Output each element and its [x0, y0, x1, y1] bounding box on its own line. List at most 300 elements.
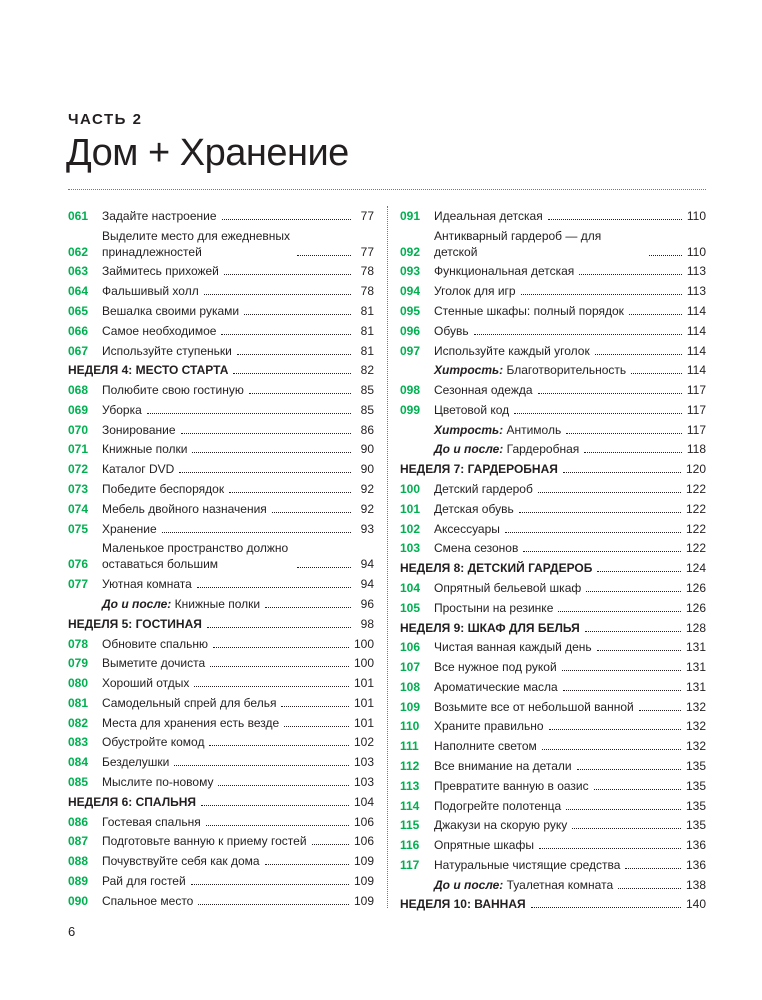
entry-number: 089 — [68, 873, 89, 888]
dot-leader — [218, 785, 349, 786]
dot-leader — [538, 492, 681, 493]
entry-title: Уголок для игр — [434, 284, 516, 299]
entry-title-wrap — [434, 402, 687, 418]
entry-title-wrap — [102, 833, 354, 849]
dot-leader — [297, 255, 351, 256]
toc-entry[interactable] — [400, 855, 706, 875]
entry-prefix: Хитрость: — [434, 363, 504, 378]
dot-leader — [542, 749, 681, 750]
entry-title-wrap — [102, 893, 354, 909]
dot-leader — [521, 294, 682, 295]
entry-title: Используйте ступеньки — [102, 343, 232, 358]
entry-title-wrap — [400, 896, 686, 912]
dot-leader — [197, 587, 351, 588]
toc-entry[interactable] — [400, 697, 706, 717]
entry-title: Хранение — [102, 521, 157, 536]
entry-title-wrap — [102, 283, 356, 299]
entry-title-wrap — [400, 362, 687, 378]
toc-entry[interactable] — [400, 756, 706, 776]
entry-page: 100 — [353, 656, 374, 671]
dot-leader — [577, 769, 681, 770]
dot-leader — [595, 354, 682, 355]
toc-entry[interactable] — [68, 713, 374, 733]
entry-page: 117 — [686, 402, 706, 417]
dot-leader — [191, 884, 349, 885]
entry-title: Наполните светом — [434, 739, 537, 754]
dot-leader — [229, 492, 351, 493]
dot-leader — [204, 294, 351, 295]
entry-page: 122 — [685, 541, 706, 556]
entry-title-wrap — [434, 283, 687, 299]
entry-page: 113 — [686, 284, 706, 299]
entry-title-wrap — [434, 323, 687, 339]
entry-page: 131 — [685, 679, 706, 694]
entry-title-wrap — [102, 754, 354, 770]
entry-title-wrap — [102, 853, 354, 869]
dot-leader — [539, 848, 681, 849]
entry-title-wrap — [434, 600, 686, 616]
toc-tip-entry[interactable] — [68, 594, 374, 614]
entry-title: Все внимание на детали — [434, 758, 572, 773]
page-title: Дом + Хранение — [66, 132, 349, 174]
entry-title: Уютная комната — [102, 577, 192, 592]
entry-title: Гостевая спальня — [102, 814, 201, 829]
dot-leader — [312, 844, 349, 845]
entry-prefix: До и после: — [434, 442, 504, 457]
entry-title: Смена сезонов — [434, 541, 519, 556]
entry-title-wrap — [434, 738, 686, 754]
entry-number: 102 — [400, 521, 421, 536]
dot-leader — [284, 726, 349, 727]
dot-leader — [181, 433, 351, 434]
entry-title: Опрятный бельевой шкаф — [434, 580, 582, 595]
entry-number: 108 — [400, 679, 421, 694]
entry-number: 067 — [68, 343, 89, 358]
toc-tip-entry[interactable] — [400, 875, 706, 895]
entry-title: НЕДЕЛЯ 6: СПАЛЬНЯ — [68, 794, 197, 809]
entry-title: Места для хранения есть везде — [102, 715, 280, 730]
toc-week-heading[interactable] — [400, 459, 706, 479]
dot-leader — [531, 907, 681, 908]
entry-number: 079 — [68, 656, 89, 671]
entry-title: Рай для гостей — [102, 873, 186, 888]
dot-leader — [584, 452, 682, 453]
toc-entry[interactable] — [68, 420, 374, 440]
entry-number: 087 — [68, 834, 89, 849]
entry-page: 118 — [686, 442, 706, 457]
toc-entry[interactable] — [400, 736, 706, 756]
entry-number: 065 — [68, 304, 89, 319]
entry-number: 088 — [68, 854, 89, 869]
toc-entry[interactable] — [68, 574, 374, 594]
entry-title: Вешалка своими руками — [102, 304, 240, 319]
toc-entry[interactable] — [68, 673, 374, 693]
entry-number: 070 — [68, 422, 89, 437]
entry-title-wrap — [102, 382, 356, 398]
entry-number: 064 — [68, 284, 89, 299]
toc-week-heading[interactable] — [68, 614, 374, 634]
entry-title-wrap — [102, 263, 356, 279]
toc-entry[interactable] — [68, 499, 374, 519]
toc-entry[interactable] — [400, 539, 706, 559]
entry-number: 076 — [68, 557, 89, 572]
entry-number: 075 — [68, 521, 89, 536]
entry-page: 126 — [685, 600, 706, 615]
toc-entry[interactable] — [400, 206, 706, 226]
toc-tip-entry[interactable] — [400, 360, 706, 380]
entry-title: Выметите дочиста — [102, 656, 206, 671]
entry-title-wrap — [102, 715, 354, 731]
entry-title — [434, 362, 626, 378]
entry-page: 122 — [685, 521, 706, 536]
entry-title-wrap — [102, 873, 354, 889]
entry-number: 073 — [68, 482, 89, 497]
entry-number: 063 — [68, 264, 89, 279]
toc-week-heading[interactable] — [68, 360, 374, 380]
entry-title-text: Антимоль — [503, 422, 562, 437]
entry-page: 101 — [353, 715, 374, 730]
toc-entry[interactable] — [68, 693, 374, 713]
entry-number: 110 — [400, 719, 420, 734]
entry-title: Самое необходимое — [102, 323, 217, 338]
entry-page: 135 — [685, 758, 706, 773]
entry-title-text: Гардеробная — [503, 442, 580, 457]
entry-page: 132 — [685, 699, 706, 714]
toc-entry[interactable] — [400, 321, 706, 341]
entry-number: 090 — [68, 893, 89, 908]
dot-leader — [585, 631, 681, 632]
entry-title-wrap — [102, 303, 356, 319]
toc-entry[interactable] — [400, 281, 706, 301]
entry-page: 113 — [686, 264, 706, 279]
dot-leader — [563, 472, 681, 473]
toc-entry[interactable] — [68, 262, 374, 282]
entry-title: Обувь — [434, 323, 469, 338]
toc-entry[interactable] — [68, 281, 374, 301]
toc-entry[interactable] — [400, 499, 706, 519]
entry-number: 071 — [68, 442, 89, 457]
entry-number: 112 — [400, 758, 420, 773]
dot-leader — [558, 611, 681, 612]
title-divider — [68, 189, 706, 190]
page-number: 6 — [68, 924, 76, 939]
toc-entry[interactable] — [400, 341, 706, 361]
entry-title: Цветовой код — [434, 402, 510, 417]
entry-title-wrap — [102, 521, 356, 537]
entry-title-wrap — [434, 778, 686, 794]
dot-leader — [265, 864, 349, 865]
toc-entry[interactable] — [400, 776, 706, 796]
entry-title-wrap — [434, 659, 686, 675]
entry-page: 109 — [353, 893, 374, 908]
entry-page: 92 — [360, 482, 374, 497]
entry-title-wrap — [102, 228, 356, 260]
entry-page: 120 — [685, 462, 706, 477]
dot-leader — [563, 690, 681, 691]
dot-leader — [179, 472, 351, 473]
dot-leader — [174, 765, 349, 766]
entry-number: 097 — [400, 343, 421, 358]
entry-page: 114 — [686, 343, 706, 358]
entry-title: Детская обувь — [434, 501, 514, 516]
entry-page: 77 — [360, 244, 374, 259]
entry-title: Полюбите свою гостиную — [102, 383, 244, 398]
entry-number: 111 — [400, 739, 419, 754]
entry-page: 104 — [353, 794, 374, 809]
entry-number: 115 — [400, 818, 420, 833]
entry-page: 135 — [685, 798, 706, 813]
toc-week-heading[interactable] — [68, 792, 374, 812]
entry-title: НЕДЕЛЯ 8: ДЕТСКИЙ ГАРДЕРОБ — [400, 561, 593, 576]
entry-title-wrap — [434, 758, 686, 774]
entry-page: 78 — [360, 264, 374, 279]
entry-page: 117 — [686, 383, 706, 398]
toc-entry[interactable] — [400, 657, 706, 677]
entry-page: 114 — [686, 323, 706, 338]
toc-entry[interactable] — [68, 380, 374, 400]
entry-title-wrap — [68, 616, 356, 632]
toc-entry[interactable] — [68, 519, 374, 539]
toc-entry[interactable] — [68, 891, 374, 911]
entry-title: Обновите спальню — [102, 636, 209, 651]
entry-title — [434, 422, 561, 438]
entry-title-wrap — [434, 228, 687, 260]
dot-leader — [625, 868, 681, 869]
entry-title: Все нужное под рукой — [434, 660, 557, 675]
toc-entry[interactable] — [400, 796, 706, 816]
toc-entry[interactable] — [400, 835, 706, 855]
entry-title-wrap — [400, 441, 687, 457]
entry-number: 099 — [400, 402, 421, 417]
toc-entry[interactable] — [68, 459, 374, 479]
entry-page: 81 — [360, 323, 374, 338]
toc-entry[interactable] — [68, 206, 374, 226]
entry-title-wrap — [434, 639, 686, 655]
entry-title: Детский гардероб — [434, 482, 533, 497]
entry-number: 117 — [400, 857, 420, 872]
entry-title: Победите беспорядок — [102, 482, 225, 497]
toc-week-heading[interactable] — [400, 618, 706, 638]
dot-leader — [505, 532, 681, 533]
dot-leader — [237, 354, 351, 355]
entry-title-wrap — [102, 481, 356, 497]
entry-title: НЕДЕЛЯ 7: ГАРДЕРОБНАЯ — [400, 462, 558, 477]
column-divider — [387, 206, 388, 908]
entry-number: 074 — [68, 501, 89, 516]
entry-title: Зонирование — [102, 422, 176, 437]
toc-tip-entry[interactable] — [400, 420, 706, 440]
toc-entry[interactable] — [400, 479, 706, 499]
entry-page: 92 — [360, 501, 374, 516]
toc-week-heading[interactable] — [400, 895, 706, 915]
entry-number: 083 — [68, 735, 89, 750]
toc-entry[interactable] — [400, 598, 706, 618]
toc-entry[interactable] — [68, 772, 374, 792]
entry-page: 114 — [686, 304, 706, 319]
entry-title: Задайте настроение — [102, 208, 217, 223]
toc-entry[interactable] — [400, 380, 706, 400]
entry-page: 81 — [360, 304, 374, 319]
entry-prefix: До и после: — [434, 877, 504, 892]
entry-number: 106 — [400, 640, 421, 655]
entry-number: 104 — [400, 580, 421, 595]
entry-page: 109 — [353, 873, 374, 888]
entry-title-wrap — [400, 560, 686, 576]
entry-page: 106 — [353, 814, 374, 829]
entry-title-wrap — [434, 501, 686, 517]
dot-leader — [162, 532, 351, 533]
dot-leader — [566, 809, 681, 810]
entry-page: 132 — [685, 719, 706, 734]
dot-leader — [514, 413, 682, 414]
entry-number: 095 — [400, 304, 421, 319]
entry-page: 86 — [360, 422, 374, 437]
toc-entry[interactable] — [400, 262, 706, 282]
entry-number: 084 — [68, 755, 89, 770]
toc-entry[interactable] — [68, 871, 374, 891]
entry-title-wrap — [102, 655, 354, 671]
entry-page: 81 — [360, 343, 374, 358]
toc-entry[interactable] — [400, 578, 706, 598]
entry-title: Хороший отдых — [102, 676, 190, 691]
part-label: ЧАСТЬ 2 — [68, 111, 143, 128]
dot-leader — [198, 904, 349, 905]
entry-number: 092 — [400, 244, 421, 259]
entry-page: 96 — [360, 596, 374, 611]
toc-entry[interactable] — [68, 653, 374, 673]
entry-number: 061 — [68, 208, 89, 223]
entry-number: 093 — [400, 264, 421, 279]
entry-title-text: Книжные полки — [171, 596, 261, 611]
entry-title-wrap — [102, 441, 356, 457]
toc-entry[interactable] — [68, 752, 374, 772]
entry-title: Простыни на резинке — [434, 600, 554, 615]
entry-number: 081 — [68, 695, 89, 710]
toc-week-heading[interactable] — [400, 558, 706, 578]
entry-title: Сезонная одежда — [434, 383, 533, 398]
toc-entry[interactable] — [68, 226, 374, 262]
entry-title-wrap — [434, 382, 687, 398]
entry-title: Спальное место — [102, 893, 194, 908]
entry-title-wrap — [434, 580, 686, 596]
entry-title-wrap — [434, 208, 687, 224]
entry-title-text: Благотворительность — [503, 363, 627, 378]
dot-leader — [639, 710, 681, 711]
toc-left-column — [68, 206, 374, 911]
dot-leader — [594, 789, 681, 790]
entry-title: НЕДЕЛЯ 5: ГОСТИНАЯ — [68, 616, 202, 631]
dot-leader — [207, 627, 351, 628]
entry-title-wrap — [102, 422, 356, 438]
entry-title-wrap — [102, 734, 354, 750]
entry-page: 101 — [353, 695, 374, 710]
toc-entry[interactable] — [68, 341, 374, 361]
toc-entry[interactable] — [400, 519, 706, 539]
toc-entry[interactable] — [68, 634, 374, 654]
dot-leader — [265, 607, 351, 608]
toc-tip-entry[interactable] — [400, 440, 706, 460]
entry-prefix: Хитрость: — [434, 422, 504, 437]
entry-number: 078 — [68, 636, 89, 651]
entry-title: Подготовьте ванную к приему гостей — [102, 834, 307, 849]
entry-title-wrap — [102, 323, 356, 339]
entry-title: Идеальная детская — [434, 208, 543, 223]
entry-page: 126 — [685, 580, 706, 595]
toc-entry[interactable] — [68, 321, 374, 341]
entry-page: 136 — [685, 838, 706, 853]
entry-title-wrap — [102, 774, 354, 790]
toc-entry[interactable] — [400, 637, 706, 657]
toc-entry[interactable] — [400, 400, 706, 420]
entry-title: Джакузи на скорую руку — [434, 818, 568, 833]
entry-number: 103 — [400, 541, 421, 556]
toc-entry[interactable] — [68, 851, 374, 871]
dot-leader — [206, 825, 349, 826]
toc-entry[interactable] — [68, 301, 374, 321]
dot-leader — [629, 314, 682, 315]
toc-entry[interactable] — [400, 226, 706, 262]
dot-leader — [222, 219, 352, 220]
entry-title-wrap — [102, 208, 356, 224]
entry-number: 082 — [68, 715, 89, 730]
entry-title-wrap — [434, 481, 686, 497]
entry-prefix: До и после: — [102, 596, 172, 611]
toc-entry[interactable] — [68, 812, 374, 832]
dot-leader — [209, 745, 349, 746]
toc-entry[interactable] — [400, 677, 706, 697]
entry-page: 138 — [685, 877, 706, 892]
entry-title: Маленькое пространство должно оставаться большим — [102, 541, 289, 572]
toc-entry[interactable] — [400, 815, 706, 835]
entry-title-wrap — [400, 620, 686, 636]
dot-leader — [649, 255, 682, 256]
entry-page: 140 — [685, 897, 706, 912]
entry-page: 98 — [360, 616, 374, 631]
dot-leader — [281, 706, 349, 707]
entry-page: 94 — [360, 557, 374, 572]
toc-entry[interactable] — [400, 717, 706, 737]
toc-entry[interactable] — [68, 831, 374, 851]
dot-leader — [297, 567, 351, 568]
entry-page: 101 — [353, 676, 374, 691]
entry-title-wrap — [434, 540, 686, 556]
entry-number: 068 — [68, 383, 89, 398]
entry-page: 109 — [353, 854, 374, 869]
entry-title: Натуральные чистящие средства — [434, 857, 621, 872]
toc-entry[interactable] — [68, 733, 374, 753]
entry-title — [434, 877, 613, 893]
dot-leader — [562, 670, 681, 671]
toc-entry[interactable] — [400, 301, 706, 321]
dot-leader — [210, 666, 349, 667]
entry-page: 94 — [360, 577, 374, 592]
dot-leader — [474, 334, 682, 335]
dot-leader — [249, 393, 351, 394]
entry-title: НЕДЕЛЯ 9: ШКАФ ДЛЯ БЕЛЬЯ — [400, 620, 580, 635]
entry-number: 100 — [400, 482, 421, 497]
entry-number: 085 — [68, 774, 89, 789]
toc-entry[interactable] — [68, 479, 374, 499]
toc-entry[interactable] — [68, 539, 374, 575]
entry-title-wrap — [68, 596, 356, 612]
entry-title-wrap — [102, 343, 356, 359]
toc-entry[interactable] — [68, 440, 374, 460]
entry-title-wrap — [434, 798, 686, 814]
entry-page: 90 — [360, 442, 374, 457]
entry-title-wrap — [434, 837, 686, 853]
toc-entry[interactable] — [68, 400, 374, 420]
entry-number: 062 — [68, 244, 89, 259]
